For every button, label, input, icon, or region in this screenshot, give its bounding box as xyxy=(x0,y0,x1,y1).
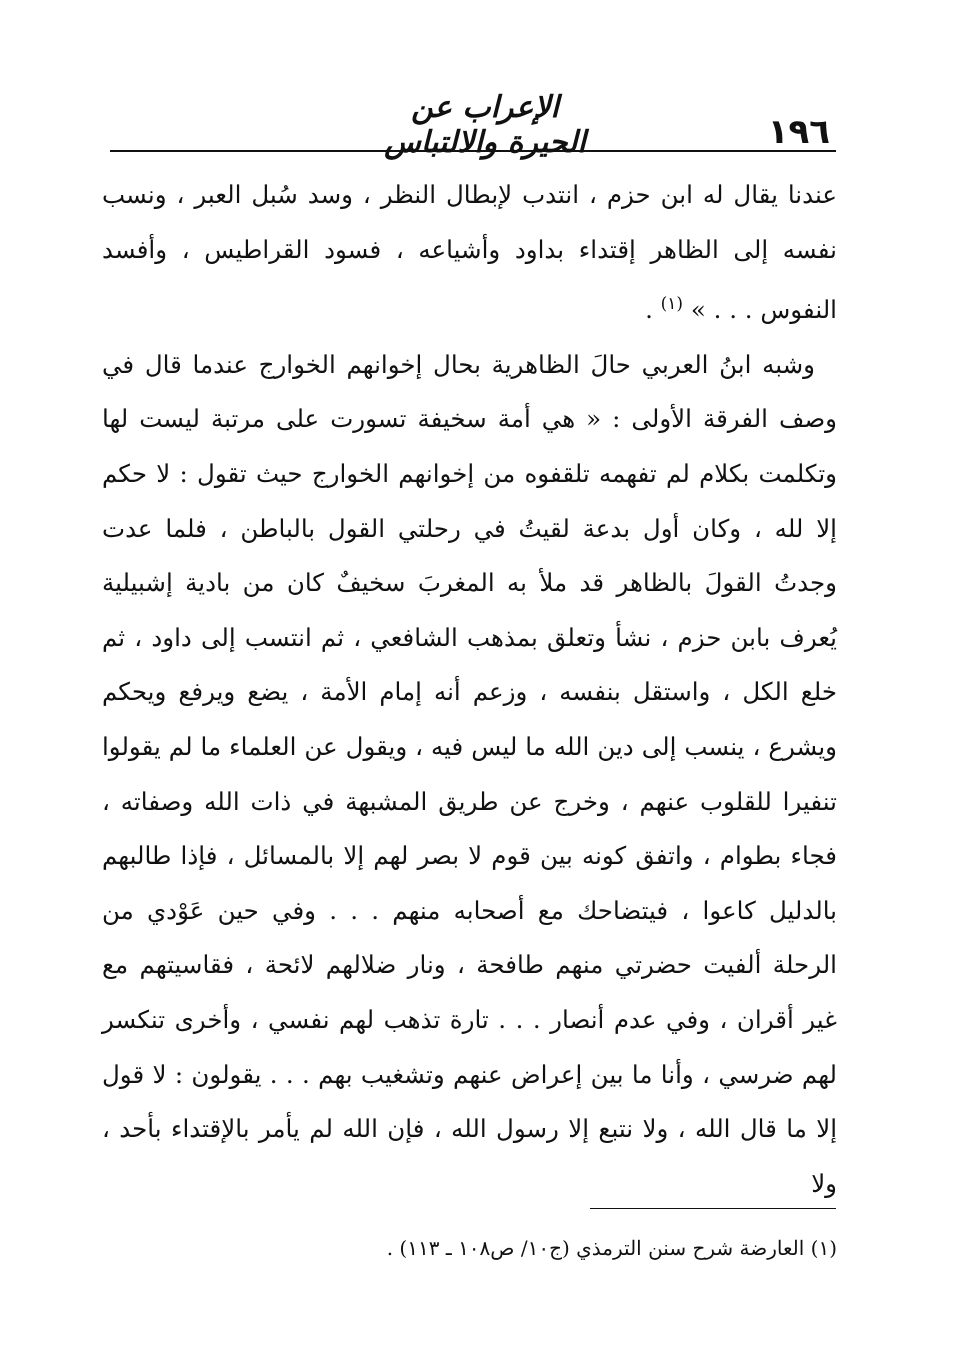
footnote-reference: (١) xyxy=(660,294,684,315)
footnote-rule xyxy=(590,1208,836,1209)
paragraph-1 xyxy=(102,168,837,338)
header-rule xyxy=(110,150,836,152)
body-text xyxy=(102,168,837,1211)
paragraph-1-text: عندنا يقال له ابن حزم ، انتدب لإبطال النظر ، وسد سُبل العبر ، ونسب نفسه إلى الظاهر إقتداء بداود وأشياعه ، فسود القراطيس ، وأفسد النفوس . . . » xyxy=(102,180,837,325)
paragraph-2: وشبه ابنُ العربي حالَ الظاهرية بحال إخوانهم الخوارج عندما قال في وصف الفرقة الأولى : « هي أمة سخيفة تسورت على مرتبة ليست لها وتكلمت بكلام لم تفهمه تلقفوه من إخوانهم الخوارج حيث تقول : لا حكم إلا لله ، وكان أول بدعة لقيتُ في رحلتي القول بالباطن ، فلما عدت وجدتُ القولَ بالظاهر قد ملأ به المغربَ سخيفٌ كان من بادية إشبيلية يُعرف بابن حزم ، نشأ وتعلق بمذهب الشافعي ، ثم انتسب إلى داود ، ثم خلع الكل ، واستقل بنفسه ، وزعم أنه إمام الأمة ، يضع ويرفع ويحكم ويشرع ، ينسب إلى دين الله ما ليس فيه ، ويقول عن العلماء ما لم يقولوا تنفيرا للقلوب عنهم ، وخرج عن طريق المشبهة في ذات الله وصفاته ، فجاء بطوام ، واتفق كونه بين قوم لا بصر لهم إلا بالمسائل ، فإذا طالبهم بالدليل كاعوا ، فيتضاحك مع أصحابه منهم . . . وفي حين عَوْدي من الرحلة ألفيت حضرتي منهم طافحة ، ونار ضلالهم لائحة ، فقاسيتهم مع غير أقران ، وفي عدم أنصار . . . تارة تذهب لهم نفسي ، وأخرى تنكسر لهم ضرسي ، وأنا ما بين إعراض عنهم وتشغيب بهم . . . يقولون : لا قول إلا ما قال الله ، ولا نتبع إلا رسول الله ، فإن الله لم يأمر بالإقتداء بأحد ، ولا xyxy=(102,349,837,1198)
footnote: (١) العارضة شرح سنن الترمذي (ج١٠/ ص١٠٨ ـ ١١٣) . xyxy=(386,1236,837,1260)
running-header-title: الإعراب عن الحيرة والالتباس xyxy=(384,90,586,160)
paragraph-1-end: . xyxy=(645,295,661,325)
page-number: ١٩٦ xyxy=(767,112,830,152)
